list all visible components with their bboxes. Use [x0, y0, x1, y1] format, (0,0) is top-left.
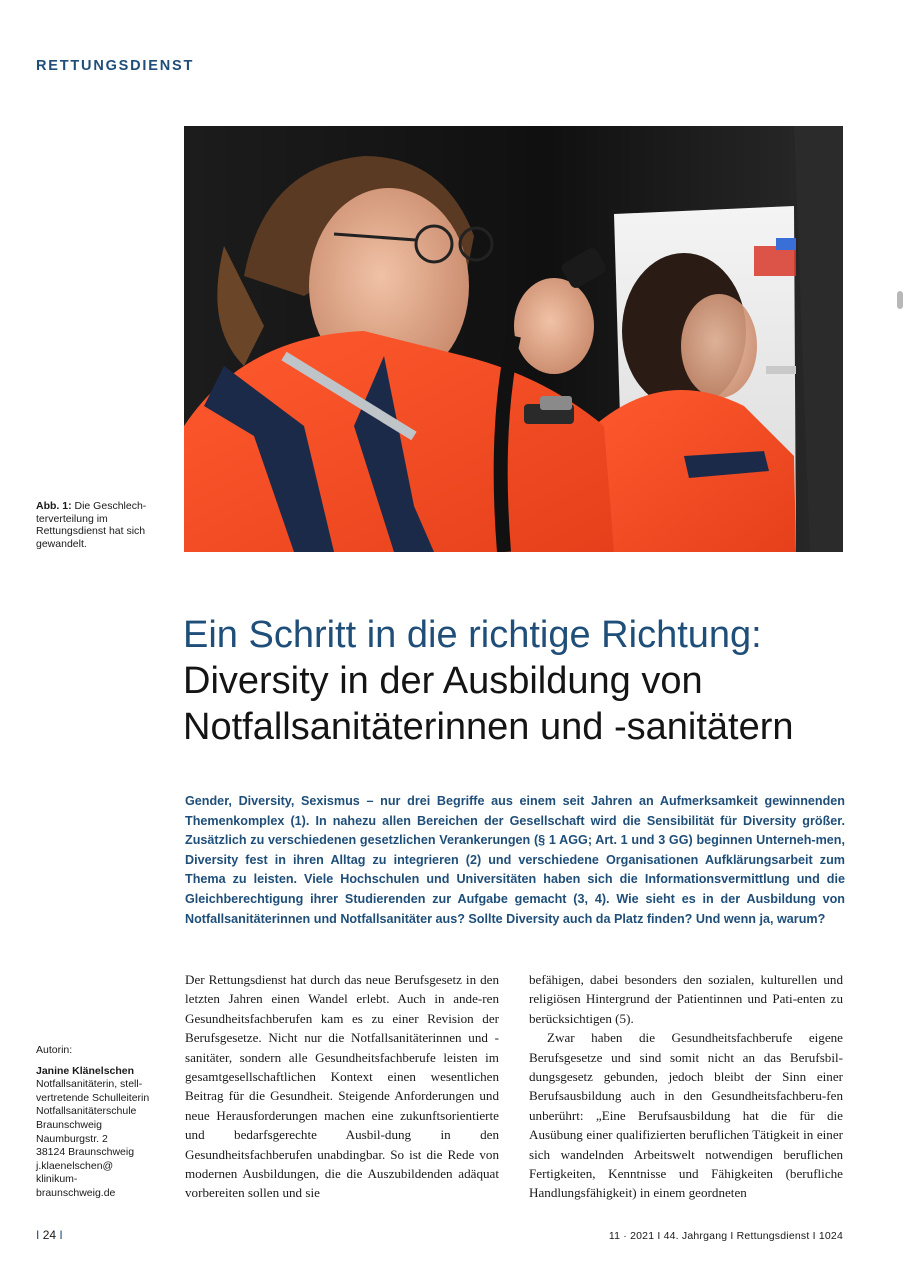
author-email[interactable]: braunschweig.de: [36, 1186, 116, 1199]
author-name: Janine Klänelschen: [36, 1064, 135, 1077]
caption-text: Die Geschlech-terverteilung im Rettungsdienst hat sich gewandelt.: [36, 500, 147, 550]
footer-bar: I: [59, 1228, 63, 1242]
title-line-1: Ein Schritt in die richtige Richtung:: [183, 614, 762, 656]
author-line: 38124 Braunschweig: [36, 1146, 135, 1159]
title-line-2: Diversity in der Ausbildung von: [183, 660, 703, 702]
footer-page-number: [36, 1228, 63, 1242]
footer-issue-info: 11 · 2021 I 44. Jahrgang I Rettungsdienst I 1024: [608, 1230, 843, 1242]
section-label: RETTUNGSDIENST: [36, 58, 195, 74]
title-line-3: Notfallsanitäterinnen und -sanitätern: [183, 706, 794, 748]
article-title: [183, 612, 883, 750]
body-paragraph: befähigen, dabei besonders den sozialen, kulturellen und religiösen Hintergrund der Patientinnen und Pati-enten zu berücksichtigen (5).: [529, 972, 843, 1026]
author-line: Notfallsanitäterschule: [36, 1105, 137, 1118]
author-label: Autorin:: [36, 1044, 73, 1056]
article-photo: [184, 126, 843, 552]
figure-caption: [36, 500, 166, 550]
footer-bar: I: [36, 1228, 40, 1242]
lead-paragraph: Gender, Diversity, Sexismus – nur drei Begriffe aus einem seit Jahren an Aufmerksamkeit gewinnenden Themenkomplex (1). In nahezu allen Bereichen der Gesellschaft wird die Sensibilität für Diversity größer. Zusätzlich zu verschiedenen gesetzlichen Verankerungen (§ 1 AGG; Art. 1 und 3 GG) beginnen Unterneh-men, Diversity fest in ihren Alltag zu integrieren (2) und verschiedene Organisationen Aufklärungsarbeit zum Thema zu leisten. Viele Hochschulen und Universitäten haben sich die Informationsvermittlung und die Gleichberechtigung ihrer Studierenden zur Aufgabe gemacht (3, 4). Wie sieht es in der Ausbildung von Notfallsanitäterinnen und Notfallsanitäter aus? Sollte Diversity auch da Platz finden? Und wenn ja, warum?: [185, 794, 845, 926]
paramedics-photo-illustration: [184, 126, 843, 552]
author-line: vertretende Schulleiterin: [36, 1091, 150, 1104]
scrollbar-thumb[interactable]: [897, 291, 903, 309]
body-column-2: [529, 970, 843, 1203]
page-number: 24: [42, 1228, 57, 1242]
author-line: Notfallsanitäterin, stell-: [36, 1078, 143, 1091]
caption-label: Abb. 1:: [36, 500, 72, 512]
author-box: [36, 1044, 166, 1201]
author-email[interactable]: j.klaenelschen@: [36, 1159, 114, 1172]
author-line: Naumburgstr. 2: [36, 1132, 108, 1145]
author-email[interactable]: klinikum-: [36, 1173, 78, 1186]
body-paragraph: Zwar haben die Gesundheitsfachberufe eigene Berufsgesetze und sind somit nicht an das Berufsbil-dungsgesetz gebunden, jedoch bleibt der Sinn einer Berufsausbildung auch in den Gesundheitsfachberu-fen unberührt: „Eine Berufsausbildung hat die für die Ausübung einer qualifizierten beruflichen Tätigkeit in einer sich wandelnden Arbeitswelt notwendigen beruflichen Fertigkeiten, Kenntnisse und Fähigkeiten (berufliche Handlungsfähigkeit) in einem geordneten: [529, 1030, 843, 1201]
body-column-1: [185, 970, 499, 1203]
author-line: Braunschweig: [36, 1118, 102, 1131]
body-paragraph: Der Rettungsdienst hat durch das neue Berufsgesetz in den letzten Jahren einen Wandel erlebt. Auch in ande-ren Gesundheitsfachberufen kam es zu einer Revision der Berufsgesetze. Nicht nur die Notfallsanitäterinnen und -sanitäter, sondern alle Gesundheitsfachberufe leisten im gesamtgesellschaftlichen Kontext einen wesentlichen Beitrag für die Gesundheit. Steigende Anforderungen und neue Herausforderungen machen eine zukunftsorientierte und bedarfsgerechte Ausbil-dung in den Gesundheitsfachberufen unabdingbar. So ist die Rede von modernen Ausbildungen, die die Auszubildenden adäquat vorbereiten sollen und sie: [185, 972, 499, 1201]
